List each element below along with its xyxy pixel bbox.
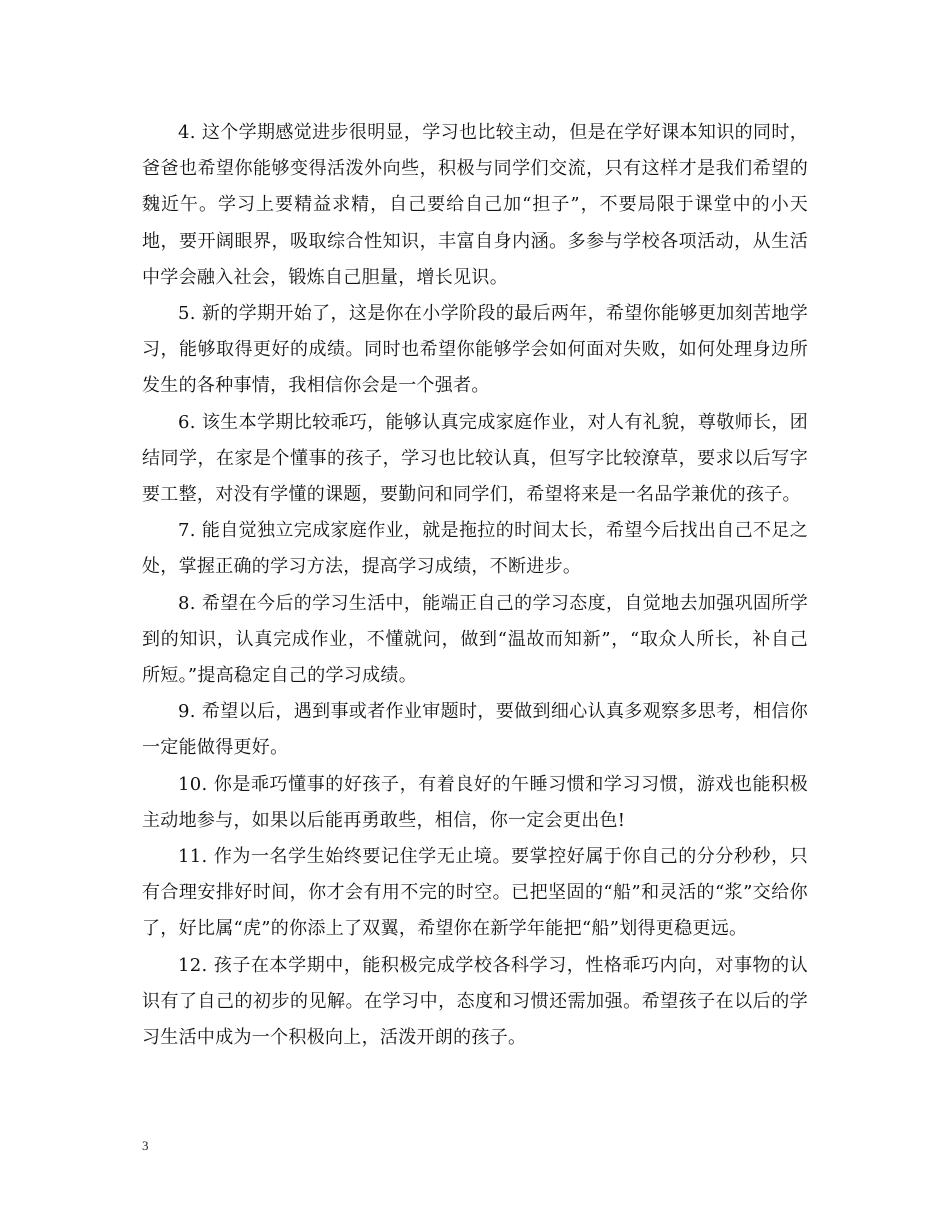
page-number: 3	[142, 1138, 149, 1153]
paragraph-7: 7. 能自觉独立完成家庭作业，就是拖拉的时间太长，希望今后找出自己不足之处，掌握正确的学习方法，提高学习成绩，不断进步。	[142, 520, 808, 578]
paragraph-4: 4. 这个学期感觉进步很明显，学习也比较主动，但是在学好课本知识的同时，爸爸也希望你能够变得活泼外向些，积极与同学们交流，只有这样才是我们希望的魏近午。学习上要精益求精，自己要给自己加“担子”，不要局限于课堂中的小天地，要开阔眼界，吸取综合性知识，丰富自身内涵。多参与学校各项活动，从生活中学会融入社会，锻炼自己胆量，增长见识。	[142, 122, 808, 288]
paragraph-8: 8. 希望在今后的学习生活中，能端正自己的学习态度，自觉地去加强巩固所学到的知识，认真完成作业，不懂就问，做到“温故而知新”，“取众人所长，补自己所短。”提高稳定自己的学习成绩。	[142, 592, 808, 687]
paragraph-10: 10. 你是乖巧懂事的好孩子，有着良好的午睡习惯和学习习惯，游戏也能积极主动地参与，如果以后能再勇敢些，相信，你一定会更出色!	[142, 773, 808, 831]
paragraph-11: 11. 作为一名学生始终要记住学无止境。要掌控好属于你自己的分分秒秒，只有合理安排好时间，你才会有用不完的时空。已把坚固的“船”和灵活的“浆”交给你了，好比属“虎”的你添上了双翼，希望你在新学年能把“船”划得更稳更远。	[142, 846, 808, 940]
paragraph-5: 5. 新的学期开始了，这是你在小学阶段的最后两年，希望你能够更加刻苦地学习，能够取得更好的成绩。同时也希望你能够学会如何面对失败，如何处理身边所发生的各种事情，我相信你会是一个强者。	[142, 303, 808, 397]
document-body	[142, 115, 808, 1056]
paragraph-9: 9. 希望以后，遇到事或者作业审题时，要做到细心认真多观察多思考，相信你一定能做得更好。	[142, 701, 808, 759]
paragraph-6: 6. 该生本学期比较乖巧，能够认真完成家庭作业，对人有礼貌，尊敬师长，团结同学，在家是个懂事的孩子，学习也比较认真，但写字比较潦草，要求以后写字要工整，对没有学懂的课题，要勤问和同学们，希望将来是一名品学兼优的孩子。	[142, 411, 808, 506]
paragraph-12: 12. 孩子在本学期中，能积极完成学校各科学习，性格乖巧内向，对事物的认识有了自己的初步的见解。在学习中，态度和习惯还需加强。希望孩子在以后的学习生活中成为一个积极向上，活泼开朗的孩子。	[142, 954, 808, 1049]
